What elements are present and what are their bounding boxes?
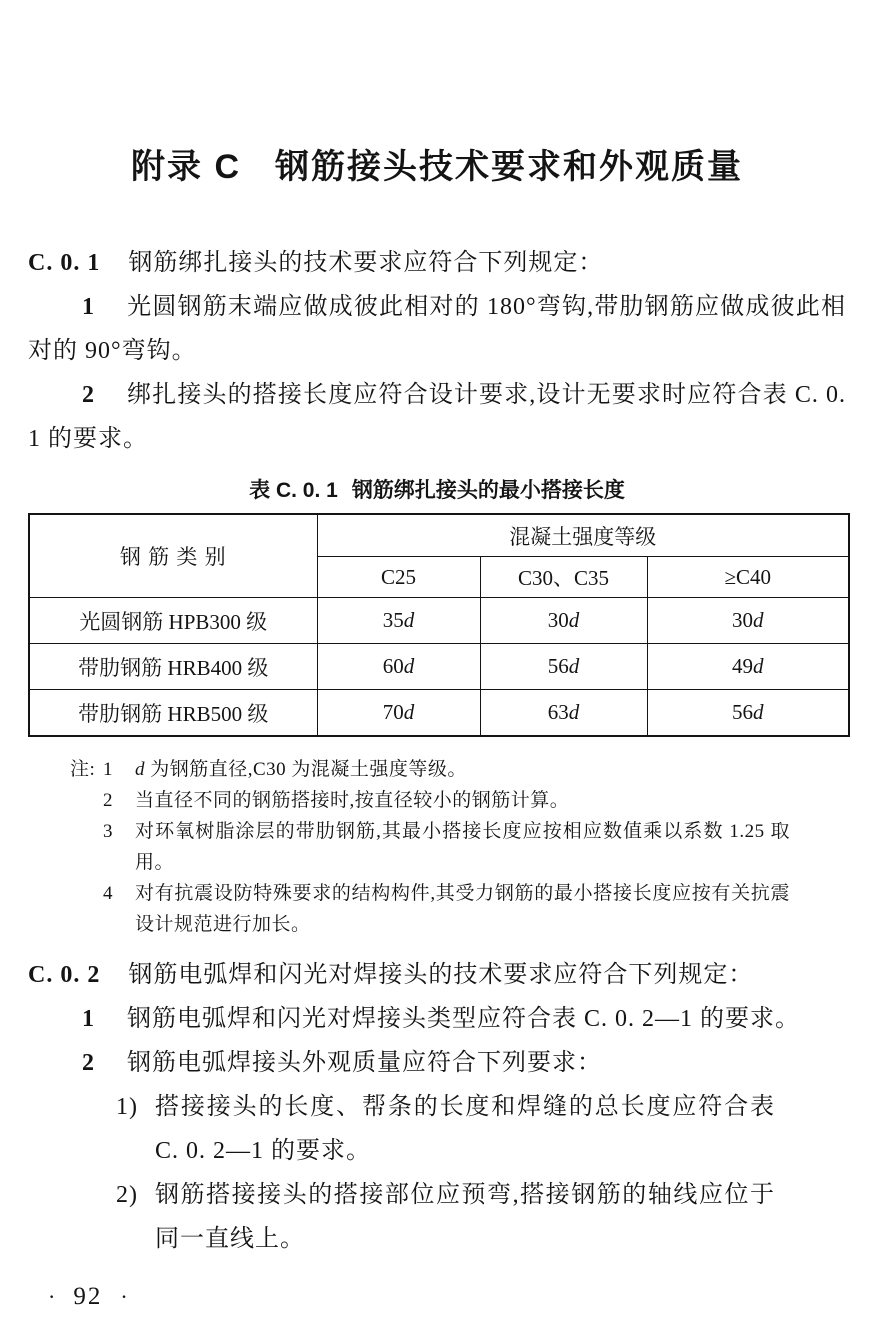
lap-coefficient: 30 [732,608,753,632]
table-notes [28,754,846,940]
row-label: 光圆钢筋 HPB300 级 [29,598,317,644]
column-header-c30-c35: C30、C35 [480,557,647,598]
item-number: 2 [82,1050,95,1076]
min-lap-length-table [28,513,850,737]
clause-c01-item-2 [28,373,846,461]
column-header-rebar-type: 钢 筋 类 别 [29,514,317,598]
diameter-symbol: d [753,654,764,678]
footer-left-dot: · [48,1284,56,1309]
cell-value [647,644,849,690]
page-number: 92 [73,1283,103,1310]
note-item-3 [28,816,846,878]
note-text [135,754,790,785]
diameter-symbol: d [568,654,580,678]
item-text: 钢筋电弧焊接头外观质量应符合下列要求： [127,1050,602,1076]
clause-c02-item-2-sub-2 [116,1173,846,1261]
sub-item-number: 2) [116,1182,138,1208]
lap-coefficient: 49 [732,654,753,678]
page-footer [48,1283,128,1311]
cell-value [317,598,480,644]
row-label: 带肋钢筋 HRB400 级 [29,644,317,690]
appendix-title-text: 钢筋接头技术要求和外观质量 [275,148,743,186]
clause-c02-item-2-sub-1 [116,1085,846,1173]
note-item-1 [28,754,846,785]
row-label: 带肋钢筋 HRB500 级 [29,690,317,737]
note-text-body: 为钢筋直径,C30 为混凝土强度等级。 [145,759,467,780]
note-number: 1 [103,759,113,780]
note-text: 当直径不同的钢筋搭接时,按直径较小的钢筋计算。 [135,790,570,811]
note-text: 对环氧树脂涂层的带肋钢筋,其最小搭接长度应按相应数值乘以系数 1.25 取用。 [135,821,790,873]
cell-value [480,690,647,737]
clause-c02-section [28,953,846,1261]
table-caption [28,476,846,506]
column-group-header-concrete-grade: 混凝土强度等级 [317,514,849,557]
note-item-2 [28,785,846,816]
item-text: 钢筋电弧焊和闪光对焊接头类型应符合表 C. 0. 2—1 的要求。 [127,1006,801,1032]
sub-item-text: 搭接接头的长度、帮条的长度和焊缝的总长度应符合表 C. 0. 2—1 的要求。 [155,1094,775,1164]
cell-value [317,644,480,690]
lap-coefficient: 63 [547,700,569,724]
item-number: 1 [82,294,95,320]
lap-coefficient: 60 [382,654,404,678]
table-header-row-group [29,514,849,557]
cell-value [480,644,647,690]
diameter-symbol: d [403,700,415,724]
table-caption-text: 钢筋绑扎接头的最小搭接长度 [351,479,625,502]
notes-label-spacer [70,816,103,878]
lap-coefficient: 70 [382,700,404,724]
clause-c01-label: C. 0. 1 [28,250,101,276]
note-item-4 [28,878,846,940]
footer-right-dot: · [120,1284,128,1309]
column-header-c40: ≥C40 [647,557,849,598]
diameter-symbol: d [135,759,145,780]
appendix-label: 附录 C [131,148,241,186]
clause-c02-item-1 [28,997,846,1041]
page-title [28,143,846,191]
notes-label-spacer [70,878,103,940]
note-number: 2 [103,790,113,811]
cell-value [647,690,849,737]
lap-coefficient: 56 [547,654,569,678]
notes-label: 注: [70,759,96,780]
clause-c01 [28,241,846,285]
clause-c02-intro: 钢筋电弧焊和闪光对焊接头的技术要求应符合下列规定： [128,962,754,988]
item-text: 绑扎接头的搭接长度应符合设计要求,设计无要求时应符合表 C. 0. 1 的要求。 [28,382,846,452]
cell-value [317,690,480,737]
sub-item-number: 1) [116,1094,138,1120]
lap-coefficient: 35 [382,608,404,632]
cell-value [480,598,647,644]
diameter-symbol: d [753,608,764,632]
lap-coefficient: 56 [732,700,753,724]
clause-c02-label: C. 0. 2 [28,962,101,988]
diameter-symbol: d [403,608,415,632]
table-row [29,690,849,737]
sub-item-text: 钢筋搭接接头的搭接部位应预弯,搭接钢筋的轴线应位于同一直线上。 [155,1182,775,1252]
diameter-symbol: d [403,654,415,678]
column-header-c25: C25 [317,557,480,598]
table-caption-label: 表 C. 0. 1 [249,479,338,502]
note-number: 4 [103,883,113,904]
clause-c01-item-1 [28,285,846,373]
clause-c02 [28,953,846,997]
diameter-symbol: d [568,700,580,724]
diameter-symbol: d [753,700,764,724]
cell-value [647,598,849,644]
note-number: 3 [103,821,113,842]
item-number: 1 [82,1006,95,1032]
item-number: 2 [82,382,95,408]
lap-coefficient: 30 [547,608,569,632]
notes-label-spacer [70,785,103,816]
clause-c02-item-2 [28,1041,846,1085]
table-row [29,598,849,644]
item-text: 光圆钢筋末端应做成彼此相对的 180°弯钩,带肋钢筋应做成彼此相对的 90°弯钩。 [28,294,846,364]
clause-c01-intro: 钢筋绑扎接头的技术要求应符合下列规定： [128,250,604,276]
table-row [29,644,849,690]
note-text: 对有抗震设防特殊要求的结构构件,其受力钢筋的最小搭接长度应按有关抗震设计规范进行加长。 [135,883,790,935]
diameter-symbol: d [568,608,580,632]
